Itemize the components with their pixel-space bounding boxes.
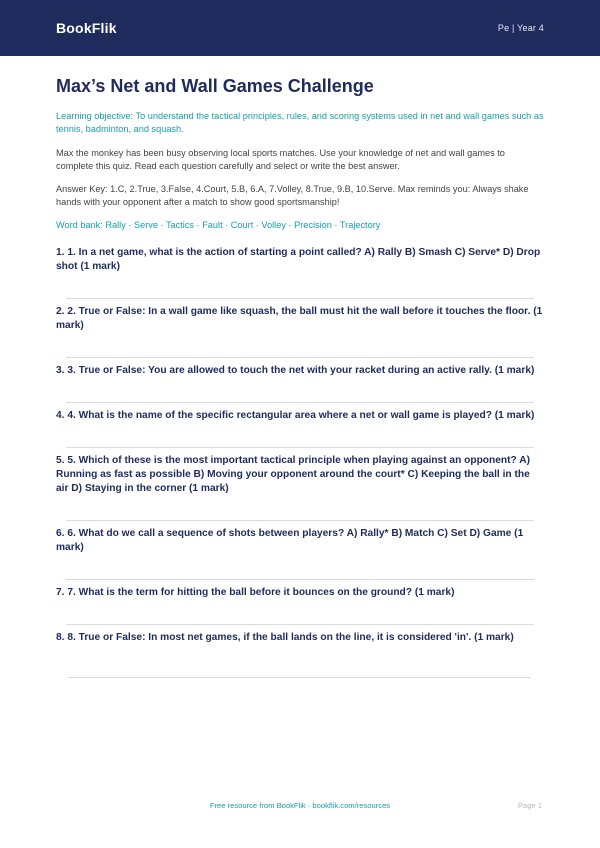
- question-3: 3. 3. True or False: You are allowed to touch the net with your racket during an active rally. (1 mark): [56, 365, 535, 376]
- brand-logo: BookFlik: [56, 20, 117, 36]
- answer-line[interactable]: [68, 677, 530, 678]
- answer-line[interactable]: [66, 447, 534, 448]
- intro-paragraph: Max the monkey has been busy observing local sports matches. Use your knowledge of net and wall games to complete this quiz. Read each question carefully and select or write the best answer.: [56, 148, 505, 171]
- answer-line[interactable]: [66, 579, 534, 580]
- document-body: [0, 56, 600, 678]
- question-4: 4. 4. What is the name of the specific rectangular area where a net or wall game is played? (1 mark): [56, 410, 535, 421]
- footer-link[interactable]: Free resource from BookFlik · bookflik.com/resources: [209, 801, 391, 810]
- answer-key: Answer Key: 1.C, 2.True, 3.False, 4.Court, 5.B, 6.A, 7.Volley, 8.True, 9.B, 10.Serve. Max reminds you: Always shake hands with your opponent after a match to show good sportsmanship!: [56, 184, 529, 207]
- page-footer: [0, 801, 600, 815]
- answer-line[interactable]: [66, 357, 534, 358]
- answer-line[interactable]: [66, 624, 534, 625]
- answer-line[interactable]: [66, 402, 534, 403]
- word-bank: Word bank: Rally · Serve · Tactics · Fault · Court · Volley · Precision · Trajectory: [56, 220, 381, 230]
- header-bar: [0, 0, 600, 56]
- question-list: [56, 246, 544, 678]
- question-6: 6. 6. What do we call a sequence of shots between players? A) Rally* B) Match C) Set D) Game (1 mark): [56, 528, 524, 553]
- page-number: Page 1: [517, 801, 542, 810]
- answer-line[interactable]: [66, 298, 534, 299]
- question-8: 8. 8. True or False: In most net games, if the ball lands on the line, it is considered 'in'. (1 mark): [56, 632, 514, 643]
- question-2: 2. 2. True or False: In a wall game like squash, the ball must hit the wall before it touches the floor. (1 mark): [56, 306, 543, 331]
- question-1: 1. 1. In a net game, what is the action of starting a point called? A) Rally B) Smash C) Serve* D) Drop shot (1 mark): [56, 247, 541, 272]
- subject-year: Pe | Year 4: [497, 23, 544, 33]
- question-5: 5. 5. Which of these is the most important tactical principle when playing against an opponent? A) Running as fast as possible B) Moving your opponent around the court* C) Keeping the ball in the air D) Staying in the corner (1 mark): [56, 455, 530, 494]
- answer-line[interactable]: [66, 520, 534, 521]
- question-7: 7. 7. What is the term for hitting the ball before it bounces on the ground? (1 mark): [56, 587, 455, 598]
- page-title: Max’s Net and Wall Games Challenge: [56, 76, 374, 96]
- learning-objective: Learning objective: To understand the tactical principles, rules, and scoring systems used in net and wall games such as tennis, badminton, and squash.: [56, 111, 544, 134]
